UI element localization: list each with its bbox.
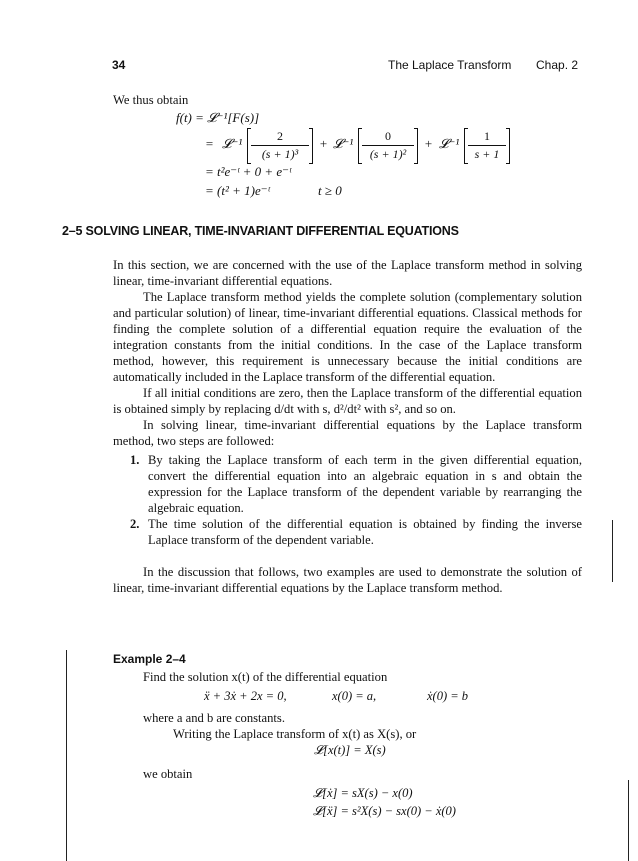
- example-obtain-text: we obtain: [143, 767, 193, 781]
- margin-rule-right-bottom: [628, 780, 629, 861]
- example-where-text: where a and b are constants.: [143, 711, 285, 725]
- fraction-3: [468, 129, 506, 162]
- margin-rule-right: [612, 520, 613, 582]
- chapter-label: Chap. 2: [536, 58, 579, 72]
- l-inv-2: 𝓛⁻¹: [333, 136, 354, 151]
- example-lt-def: 𝓛[x(t)] = X(s): [314, 743, 386, 757]
- step-number: 1.: [130, 453, 140, 467]
- fraction-3-numerator: 1: [468, 129, 506, 146]
- eq4: = (t² + 1)e⁻ᵗ: [205, 183, 270, 198]
- step-text: The time solution of the differential equation is obtained by finding the inverse Laplace transform of the dependent variable.: [148, 517, 582, 547]
- eq1-rhs: 𝓛⁻¹[F(s)]: [207, 110, 260, 125]
- section-heading: 2–5 SOLVING LINEAR, TIME-INVARIANT DIFFERENTIAL EQUATIONS: [62, 224, 459, 238]
- paragraph-4: In solving linear, time-invariant differential equations by the Laplace transform method, two steps are followed:: [113, 418, 582, 448]
- step-number: 2.: [130, 517, 140, 531]
- page-number: 34: [112, 58, 126, 72]
- eq2-eqsign: =: [205, 136, 214, 151]
- obtain-text: We thus obtain: [113, 93, 189, 107]
- example-lt2: 𝓛[ẍ] = s²X(s) − sx(0) − ẋ(0): [313, 804, 456, 818]
- example-writing-text: Writing the Laplace transform of x(t) as X(s), or: [173, 727, 417, 741]
- eq1-lhs: f(t) =: [176, 110, 208, 125]
- fraction-1: [251, 129, 309, 162]
- plus-1: +: [319, 136, 328, 151]
- bracket-right-2: [414, 128, 418, 164]
- eq3: = t²e⁻ᵗ + 0 + e⁻ᵗ: [205, 164, 292, 179]
- fraction-3-denominator: s + 1: [474, 147, 500, 161]
- fraction-2: [362, 129, 414, 162]
- example-lt1: 𝓛[ẋ] = sX(s) − x(0): [313, 786, 413, 800]
- paragraph-2: The Laplace transform method yields the complete solution (complementary solution and particular solution) of linear, time-invariant differential equations. Classical methods for finding the complete solution of a differential equation require the evaluation of the integration constants from the initial conditions. In the case of the Laplace transform method, however, this requirement is unnecessary because the initial conditions are automatically included in the Laplace transform of the differential equation.: [113, 290, 582, 384]
- eq1: [176, 110, 259, 126]
- example-ode: ẍ + 3ẋ + 2x = 0,: [204, 689, 287, 703]
- plus-2: +: [424, 136, 433, 151]
- l-inv-3: 𝓛⁻¹: [439, 136, 460, 151]
- margin-rule-left: [66, 650, 67, 861]
- bracket-right-3: [506, 128, 510, 164]
- example-find-text: Find the solution x(t) of the differential equation: [143, 670, 388, 684]
- bracket-right-1: [309, 128, 313, 164]
- fraction-1-denominator: (s + 1)³: [261, 147, 299, 161]
- fraction-2-numerator: 0: [362, 129, 414, 146]
- list-item: [130, 516, 582, 548]
- step-text: By taking the Laplace transform of each term in the given differential equation, convert the differential equation into an algebraic equation in s and obtain the expression for the Laplace transform of the dependent variable by rearranging the algebraic equation.: [148, 453, 582, 515]
- chapter-title: The Laplace Transform: [388, 58, 512, 72]
- eq4-condition: t ≥ 0: [318, 183, 342, 198]
- paragraph-3: If all initial conditions are zero, then the Laplace transform of the differential equation is obtained simply by replacing d/dt with s, d²/dt² with s², and so on.: [113, 386, 582, 416]
- l-inv-1: 𝓛⁻¹: [222, 136, 243, 151]
- section-body: [113, 257, 582, 596]
- fraction-2-denominator: (s + 1)²: [369, 147, 407, 161]
- example-ic2: ẋ(0) = b: [427, 689, 469, 703]
- example-ic1: x(0) = a,: [332, 689, 377, 703]
- list-item: [130, 452, 582, 516]
- example-title: Example 2–4: [113, 652, 186, 666]
- fraction-1-numerator: 2: [251, 129, 309, 146]
- paragraph-1: In this section, we are concerned with the use of the Laplace transform method in solving linear, time-invariant differential equations.: [113, 258, 582, 288]
- paragraph-5: In the discussion that follows, two examples are used to demonstrate the solution of linear, time-invariant differential equations by the Laplace transform method.: [113, 565, 582, 595]
- steps-list: [130, 452, 582, 548]
